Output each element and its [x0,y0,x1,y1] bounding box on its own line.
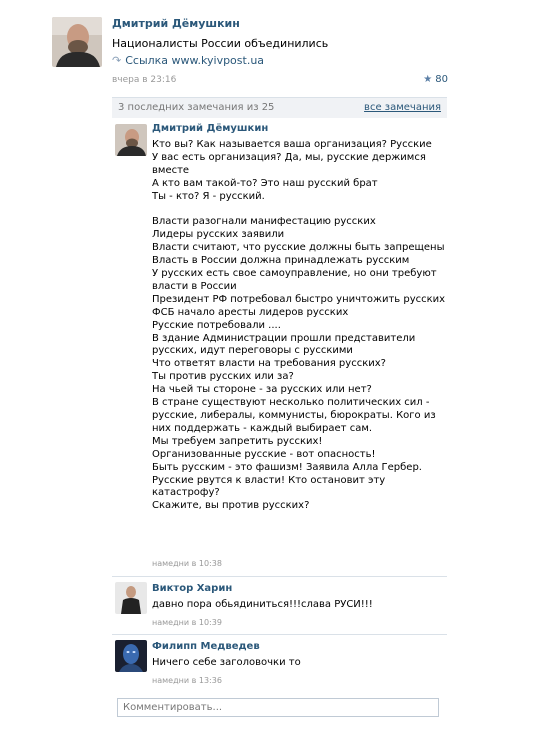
comment [112,638,447,688]
comment-divider [112,576,447,577]
comment-line: Кто вы? Как называется ваша организация? Русские [152,139,432,150]
comment-text [152,657,301,670]
comment-author-name[interactable]: Дмитрий Дёмушкин [152,123,269,134]
comment-author-avatar[interactable] [115,582,147,614]
comment-line: Власти разогнали манифестацию русских [152,216,376,228]
post-likes[interactable] [423,74,448,85]
comment-line: русские, либералы, коммунисты, бюрократы. Кого из [152,410,436,422]
comment-author-avatar[interactable] [115,640,147,672]
comment-line: давно пора обьядиниться!!!слава РУСИ!!! [152,599,373,610]
comment-line: власти в России [152,280,237,292]
comment-timestamp[interactable]: намедни в 13:36 [152,676,222,685]
link-arrow-icon: ↷ [112,54,122,67]
post-link-label[interactable]: Ссылка www.kyivpost.ua [125,54,265,67]
comment-line: Скажите, вы против русских? [152,500,310,512]
comment-line: Президент РФ потребовал быстро уничтожить русских [152,293,446,305]
post-link[interactable] [112,54,264,67]
post-author-name[interactable]: Дмитрий Дёмушкин [112,17,240,30]
comment-line: В здание Администрации прошли представители [152,332,416,344]
comment-line: Власть в России должна принадлежать русским [152,255,410,267]
comment-author-avatar[interactable] [115,124,147,156]
comment-line: На чьей ты стороне - за русских или нет? [152,384,372,396]
comments-header [112,97,447,118]
comment-line: Лидеры русских заявили [152,229,285,241]
star-icon: ★ [423,74,433,85]
comment-line [152,204,445,217]
comment-line: Что ответят власти на требования русских? [152,358,386,370]
comment [112,580,447,630]
likes-count: 80 [435,74,448,85]
comment-line: А кто вам такой-то? Это наш русский брат [152,177,378,189]
comment-line: Власти считают, что русские должны быть запрещены [152,242,445,254]
comment-line: У вас есть организация? Да, мы, русские держимся [152,151,426,163]
comment-timestamp[interactable]: намедни в 10:38 [152,559,222,568]
comment-line: Русские потребовали .... [152,319,281,331]
comment-line: У русских есть свое самоуправление, но они требуют [152,268,437,280]
comment-line: Русские рвутся к власти! Кто остановит эту [152,474,386,486]
comment-author-name[interactable]: Филипп Медведев [152,641,260,652]
comment-text [152,139,445,513]
comment-timestamp[interactable]: намедни в 10:39 [152,618,222,627]
comment-line: вместе [152,164,190,176]
comment-line: Ты против русских или за? [152,371,294,383]
comment-line: катастрофу? [152,487,220,499]
comment [112,122,447,572]
all-comments-link[interactable]: все замечания [364,102,441,113]
post-text: Националисты России объединились [112,37,329,50]
comment-input[interactable] [117,698,439,717]
comment-line: Ты - кто? Я - русский. [152,190,265,202]
comment-line: Ничего себе заголовочки то [152,657,301,668]
comment-author-name[interactable]: Виктор Харин [152,583,233,594]
comment-line: русских, идут переговоры с русскими [152,345,353,357]
comments-count[interactable]: 3 последних замечания из 25 [118,102,275,113]
comment-line: Мы требуем запретить русских! [152,435,323,447]
comment-line: В стране существуют несколько политических сил - [152,397,430,409]
post-author-avatar[interactable] [52,17,102,67]
comment-line: Организованные русские - вот опасность! [152,448,376,460]
comment-divider [112,634,447,635]
comment-line: Быть русским - это фашизм! Заявила Алла Гербер. [152,461,422,473]
post-timestamp[interactable]: вчера в 23:16 [112,75,177,85]
comment-line: ФСБ начало аресты лидеров русских [152,306,349,318]
comment-text [152,599,373,612]
comment-line: них поддержать - каждый выбирает сам. [152,422,373,434]
